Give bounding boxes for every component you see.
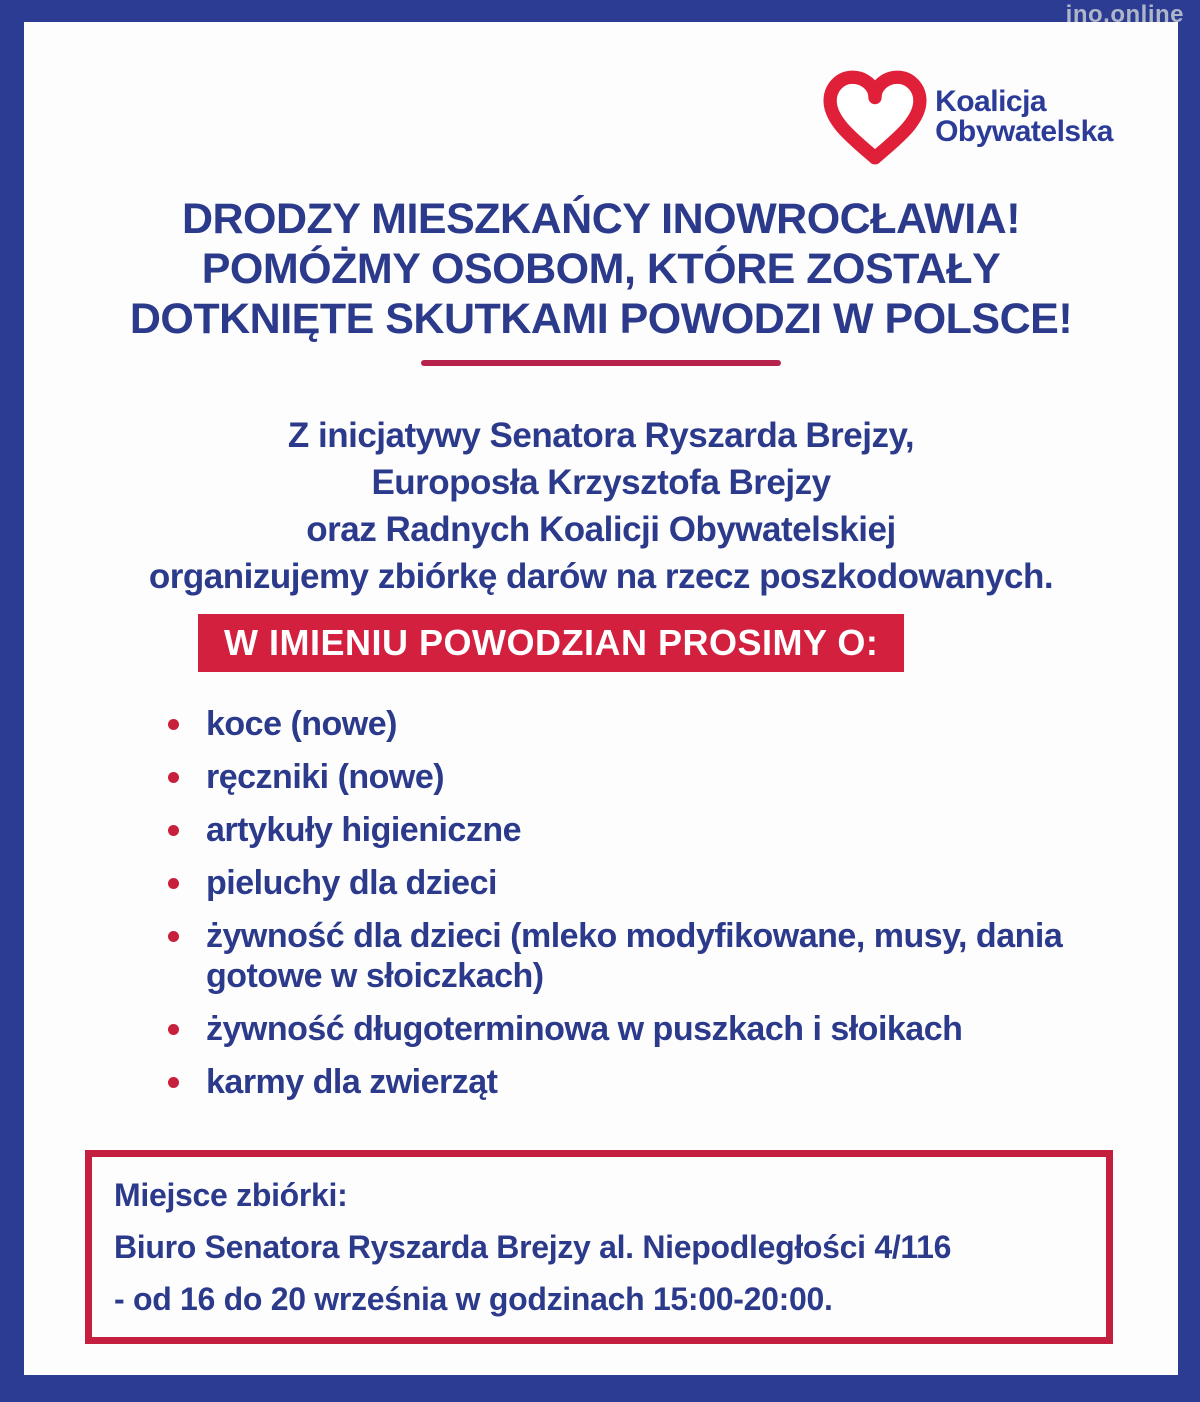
headline-line-1: DRODZY MIESZKAŃCY INOWROCŁAWIA! bbox=[181, 195, 1021, 243]
list-item: żywność długoterminowa w puszkach i słoikach bbox=[168, 1009, 1106, 1049]
intro-line-1: Z inicjatywy Senatora Ryszarda Brejzy, bbox=[287, 416, 915, 455]
list-item: artykuły higieniczne bbox=[168, 810, 1106, 850]
watermark-ino-online: ino.online bbox=[1065, 1, 1184, 28]
intro-paragraph bbox=[24, 412, 1178, 600]
headline-line-2: POMÓŻMY OSOBOM, KTÓRE ZOSTAŁY bbox=[201, 245, 1001, 293]
logo-line-1: Koalicja bbox=[935, 85, 1047, 118]
poster-page bbox=[24, 22, 1178, 1375]
list-item: pieluchy dla dzieci bbox=[168, 863, 1106, 903]
main-headline bbox=[24, 194, 1178, 344]
intro-line-3: oraz Radnych Koalicji Obywatelskiej bbox=[306, 510, 896, 549]
list-item: koce (nowe) bbox=[168, 704, 1106, 744]
donation-items-list bbox=[24, 704, 1178, 1102]
intro-line-4: organizujemy zbiórkę darów na rzecz poszkodowanych. bbox=[148, 557, 1054, 596]
place-address: Biuro Senatora Ryszarda Brejzy al. Niepodległości 4/116 bbox=[114, 1229, 952, 1265]
logo-line-2: Obywatelska bbox=[935, 115, 1113, 148]
intro-line-2: Europosła Krzysztofa Brejzy bbox=[371, 463, 831, 502]
red-divider bbox=[421, 360, 781, 366]
place-schedule: - od 16 do 20 września w godzinach 15:00-20:00. bbox=[114, 1281, 833, 1317]
list-item: karmy dla zwierząt bbox=[168, 1062, 1106, 1102]
logo-wordmark bbox=[935, 87, 1113, 147]
banner-row bbox=[24, 614, 1178, 672]
list-item: żywność dla dzieci (mleko modyfikowane, musy, dania gotowe w słoiczkach) bbox=[168, 916, 1106, 996]
place-title: Miejsce zbiórki: bbox=[114, 1177, 348, 1213]
request-banner: W IMIENIU POWODZIAN PROSIMY O: bbox=[198, 614, 904, 672]
list-item: ręczniki (nowe) bbox=[168, 757, 1106, 797]
collection-place-box bbox=[85, 1150, 1113, 1344]
heart-icon bbox=[821, 66, 929, 168]
koalicja-obywatelska-logo bbox=[24, 22, 1178, 168]
headline-line-3: DOTKNIĘTE SKUTKAMI POWODZI W POLSCE! bbox=[129, 295, 1073, 343]
